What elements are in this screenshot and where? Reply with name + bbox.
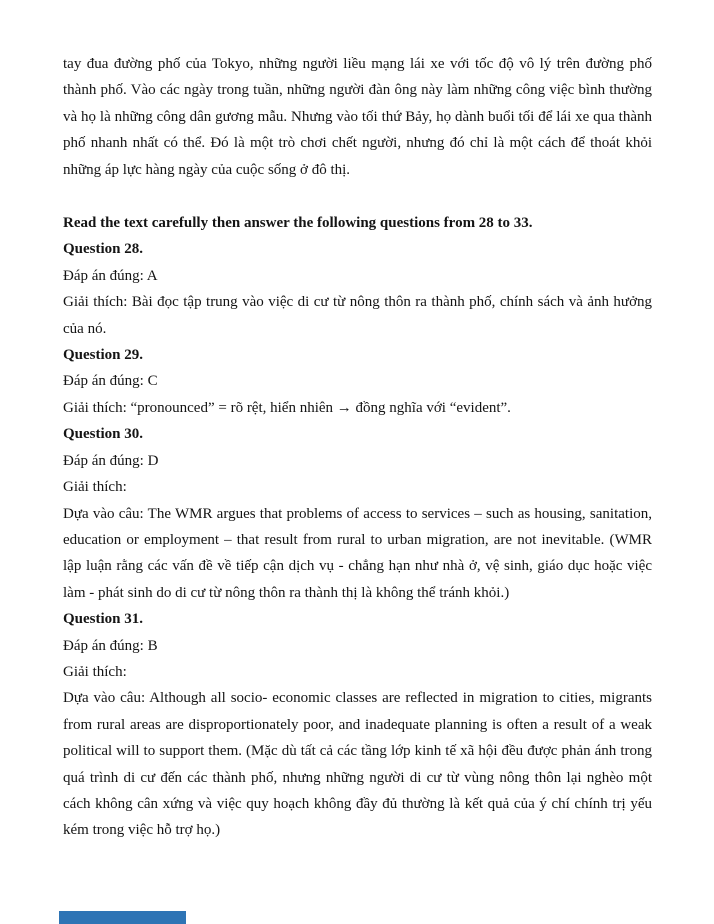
question-28-answer: Đáp án đúng: A <box>63 267 158 284</box>
question-30-answer: Đáp án đúng: D <box>63 452 159 469</box>
question-28-explanation: Giải thích: Bài đọc tập trung vào việc di cư từ nông thôn ra thành phố, chính sách và ảnh hưởng của nó. <box>63 294 652 337</box>
question-30-title: Question 30. <box>63 426 144 443</box>
question-31-explanation: Dựa vào câu: Although all socio- economic classes are reflected in migration to cities, migrants from rural areas are disproportionately poor, and inadequate planning is often a result of a weak political will to support them. (Mặc dù tất cả các tầng lớp kinh tế xã hội đều được phản ánh trong quá trình di cư đến các thành phố, nhưng những người di cư từ vùng nông thôn lại nghèo một cách không cân xứng và việc quy hoạch không đầy đủ thường là kết quả của ý chí chính trị yếu kém trong việc hỗ trợ họ.) <box>63 690 652 839</box>
question-31-explanation-label: Giải thích: <box>63 663 127 680</box>
question-30-explanation: Dựa vào câu: The WMR argues that problems of access to services – such as housing, sanitation, education or employment – that result from rural to urban migration, are not inevitable. (WMR lập luận rằng các vấn đề về tiếp cận dịch vụ - chẳng hạn như nhà ở, vệ sinh, giáo dục hoặc việc làm - phát sinh do di cư từ nông thôn ra thành thị là không thể tránh khỏi.) <box>63 505 652 601</box>
question-30-explanation-label: Giải thích: <box>63 479 127 496</box>
question-29-title: Question 29. <box>63 347 144 364</box>
question-29-answer: Đáp án đúng: C <box>63 373 158 390</box>
question-31-answer: Đáp án đúng: B <box>63 637 158 654</box>
question-29-explanation: Giải thích: “pronounced” = rõ rệt, hiển nhiên → đồng nghĩa với “evident”. <box>63 399 511 416</box>
instruction-heading: Read the text carefully then answer the following questions from 28 to 33. <box>63 215 533 232</box>
question-28-title: Question 28. <box>63 241 144 258</box>
question-31-title: Question 31. <box>63 611 144 628</box>
bottom-blue-bar <box>59 911 186 924</box>
document-page <box>63 51 652 844</box>
intro-paragraph: tay đua đường phố của Tokyo, những người liều mạng lái xe với tốc độ vô lý trên đường phố thành phố. Vào các ngày trong tuần, những người đàn ông này làm những công việc bình thường và họ là những công dân gương mẫu. Nhưng vào tối thứ Bảy, họ dành buổi tối để lái xe qua thành phố nhanh nhất có thể. Đó là một trò chơi chết người, nhưng đó chỉ là một cách để thoát khỏi những áp lực hàng ngày của cuộc sống ở đô thị. <box>63 56 652 178</box>
